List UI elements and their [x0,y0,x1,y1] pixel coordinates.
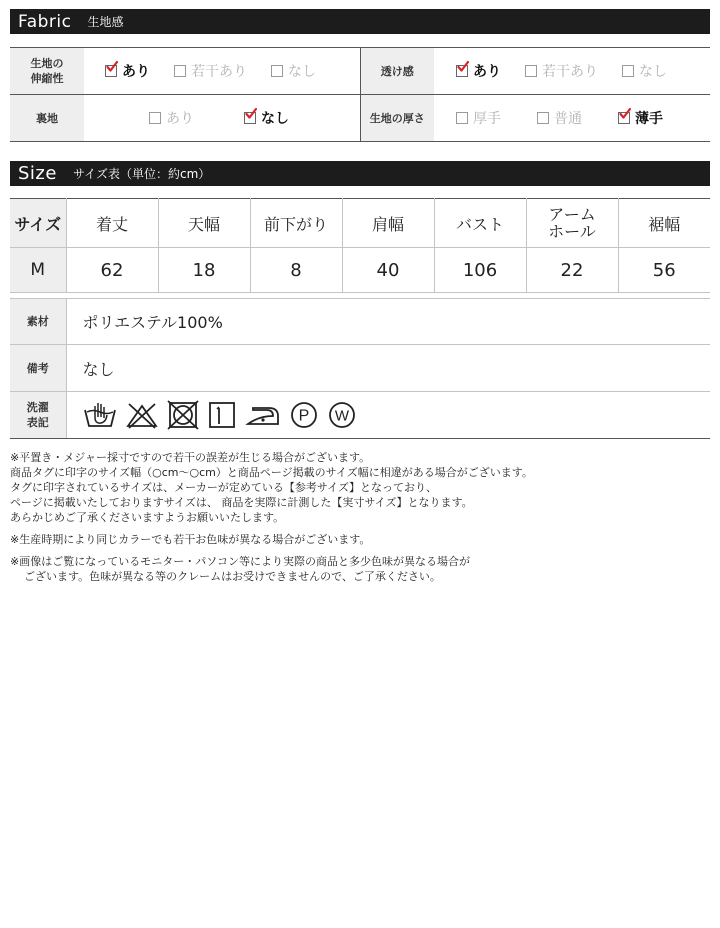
material-label: 素材 [10,299,66,345]
checkbox-icon [105,65,117,77]
size-name: M [10,248,66,293]
professional-dry-clean-p-icon [289,400,319,430]
note-line: ございます。色味が異なる等のクレームはお受けできませんので、ご了承ください。 [24,570,441,583]
stretch-label: 生地の 伸縮性 [10,48,84,95]
fabric-title: Fabric [18,11,72,32]
thickness-label: 生地の厚さ [360,95,434,142]
lining-label: 裏地 [10,95,84,142]
sheer-label: 透け感 [360,48,434,95]
checkbox-icon [244,112,256,124]
care-label: 洗濯 表記 [10,392,66,439]
note-line: ※生産時期により同じカラーでも若干お色味が異なる場合がございます。 [10,533,371,546]
checkbox-icon [456,65,468,77]
thickness-option: 普通 [537,108,582,128]
no-tumble-dry-icon [167,400,199,430]
size-title: Size [18,163,57,184]
fabric-section-header [10,9,710,34]
remarks-label: 備考 [10,345,66,392]
note-line: ページに掲載いたしておりますサイズは、 商品を実際に計測した【実寸サイズ】となります。 [10,496,473,509]
size-header-cell: 天幅 [158,199,250,248]
checkbox-icon [618,112,630,124]
checkbox-icon [149,112,161,124]
size-table-header-row [10,199,710,248]
note-line: あらかじめご了承くださいますようお願いいたします。 [10,511,285,524]
stretch-option: 若干あり [174,61,247,81]
low-iron-icon [245,400,281,430]
size-value-cell: 56 [618,248,710,293]
table-row [10,248,710,293]
sheer-option: 若干あり [525,61,598,81]
size-value-cell: 106 [434,248,526,293]
svg-text:W: W [334,407,349,425]
size-header-cell: 裾幅 [618,199,710,248]
checkmark-icon [457,61,469,73]
lining-option: なし [244,108,289,128]
lining-option: あり [149,108,194,128]
note-line: ※平置き・メジャー採寸ですので若干の誤差が生じる場合がございます。 [10,451,371,464]
checkbox-icon [622,65,634,77]
professional-wet-clean-w-icon [327,400,357,430]
remarks-value: なし [66,345,710,392]
no-bleach-icon [125,400,159,430]
svg-text:P: P [298,407,309,425]
material-value: ポリエステル100% [66,299,710,345]
size-header-cell: 肩幅 [342,199,434,248]
note-line: タグに印字されているサイズは、メーカーが定めている【参考サイズ】となっており、 [10,481,438,494]
size-value-cell: 8 [250,248,342,293]
notes [10,450,710,584]
checkmark-icon [619,108,631,120]
size-header-cell: アーム ホール [526,199,618,248]
stretch-option: あり [105,61,150,81]
size-value-cell: 22 [526,248,618,293]
size-section-header [10,161,710,186]
line-dry-icon [207,400,237,430]
info-table [10,298,710,439]
size-header-cell: バスト [434,199,526,248]
thickness-option: 厚手 [456,108,501,128]
checkbox-icon [537,112,549,124]
note-line: ※画像はご覧になっているモニター・パソコン等により実際の商品と多少色味が異なる場合が [10,555,470,568]
size-header-cell: 着丈 [66,199,158,248]
note-line: 商品タグに印字のサイズ幅（○cm〜○cm）と商品ページ掲載のサイズ幅に相違がある場合がございます。 [10,466,533,479]
checkbox-icon [525,65,537,77]
thickness-options [434,95,710,142]
checkbox-icon [174,65,186,77]
size-table [10,198,710,293]
checkbox-icon [271,65,283,77]
sheer-options [434,48,710,95]
size-value-cell: 62 [66,248,158,293]
checkbox-icon [456,112,468,124]
size-subtitle: サイズ表（単位：約cm） [72,167,211,181]
hand-wash-icon [83,400,117,430]
sheer-option: あり [456,61,501,81]
fabric-table [10,47,710,142]
stretch-options [84,48,360,95]
care-icons [66,392,710,439]
sheer-option: なし [622,61,667,81]
fabric-subtitle: 生地感 [87,15,124,29]
size-header-cell: 前下がり [250,199,342,248]
checkmark-icon [106,61,118,73]
size-column-label: サイズ [10,199,66,248]
size-value-cell: 18 [158,248,250,293]
stretch-option: なし [271,61,316,81]
checkmark-icon [245,108,257,120]
lining-options [84,95,360,142]
size-value-cell: 40 [342,248,434,293]
thickness-option: 薄手 [618,108,663,128]
